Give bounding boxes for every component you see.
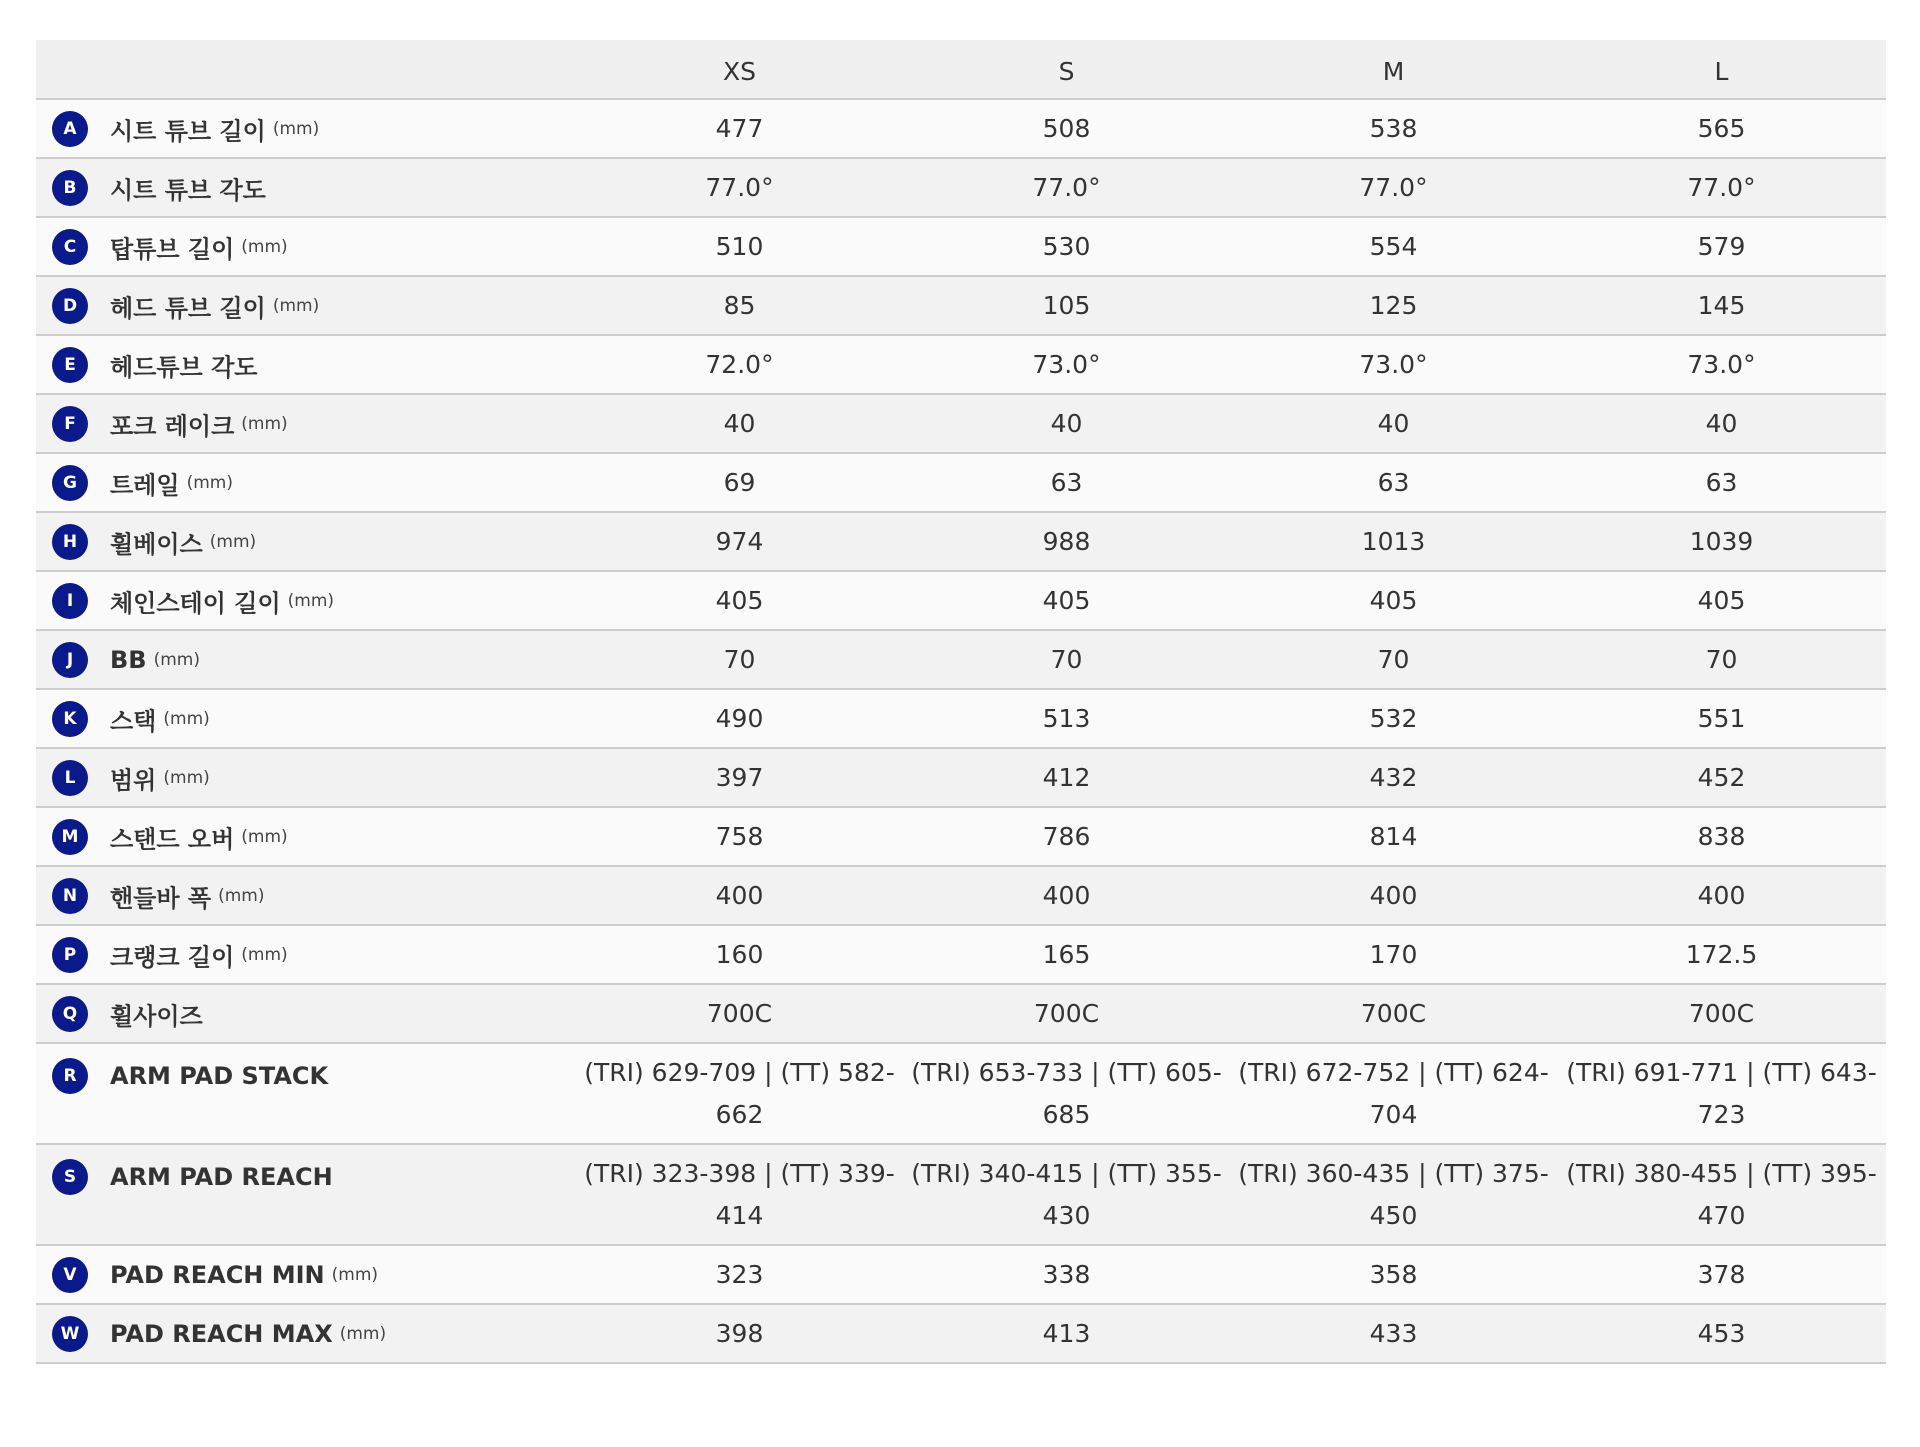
row-label: 트레일 [110,471,180,499]
row-letter-badge: K [52,701,88,737]
value-cell-m [1230,1043,1557,1144]
value-cell-m: 554 [1369,232,1418,261]
row-label-cell [36,807,576,866]
row-letter-badge: F [52,406,88,442]
row-label-cell [36,394,576,453]
row-label-cell [36,571,576,630]
header-size-s: S [1058,56,1075,86]
value-cell-l: 1039 [1689,527,1754,556]
row-label-cell [36,99,576,158]
table-row [36,217,1886,276]
value-cell-l: 400 [1697,881,1746,910]
header-label-column [36,40,576,99]
value-cell-m: 358 [1369,1260,1418,1289]
value-cell-xs: 400 [715,881,764,910]
row-label-cell [36,1144,576,1245]
row-letter-badge: G [52,465,88,501]
row-unit: (mm) [339,1323,387,1344]
value-line: 704 [1369,1100,1418,1129]
value-cell-m: 432 [1369,763,1418,792]
value-cell-s: 700C [1033,999,1100,1028]
row-letter-badge: P [52,937,88,973]
value-cell-m: 538 [1369,114,1418,143]
row-label-cell [36,984,576,1043]
value-cell-xs: 72.0° [705,350,774,379]
value-cell-m: 700C [1360,999,1427,1028]
value-cell-xs: 490 [715,704,764,733]
value-cell-m: 73.0° [1359,350,1428,379]
value-cell-l: 172.5 [1685,940,1758,969]
table-row [36,99,1886,158]
value-cell-xs: 323 [715,1260,764,1289]
row-label: 시트 튜브 각도 [110,176,266,204]
value-line: (TRI) 340-415 | (TT) 355- [911,1159,1222,1188]
table-row [36,335,1886,394]
row-unit: (mm) [153,649,200,670]
value-cell-s: 988 [1042,527,1091,556]
row-letter-badge: J [52,642,88,678]
row-letter-badge: N [52,878,88,914]
value-line: (TRI) 672-752 | (TT) 624- [1238,1058,1549,1087]
row-label: PAD REACH MIN [110,1260,325,1289]
row-label: ARM PAD STACK [110,1062,329,1090]
row-letter-badge: L [52,760,88,796]
row-label: 휠베이스 [110,530,203,558]
table-row [36,866,1886,925]
value-line: 430 [1042,1201,1091,1230]
row-label: 헤드 튜브 길이 [110,294,266,322]
value-cell-l: 700C [1688,999,1755,1028]
value-cell-xs [576,1043,903,1144]
value-cell-xs: 758 [715,822,764,851]
row-unit: (mm) [287,590,335,611]
table-body [36,99,1886,1363]
header-size-l: L [1714,56,1729,86]
row-label: 체인스테이 길이 [110,589,281,617]
table-row [36,158,1886,217]
row-label-cell [36,453,576,512]
value-cell-xs: 69 [723,468,756,497]
row-label: 스택 [110,707,157,735]
row-label: 포크 레이크 [110,412,235,440]
value-cell-l: 73.0° [1687,350,1756,379]
row-label: BB [110,645,147,674]
table-row [36,1245,1886,1304]
row-unit: (mm) [241,944,288,965]
row-label: 핸들바 폭 [110,884,212,912]
value-cell-l: 838 [1697,822,1746,851]
row-letter-badge: R [52,1058,88,1094]
value-cell-m: 63 [1377,468,1410,497]
value-cell-s: 77.0° [1032,173,1101,202]
row-unit: (mm) [272,118,320,139]
value-line: 414 [715,1201,764,1230]
row-label: 스탠드 오버 [110,825,235,853]
value-cell-m: 40 [1377,409,1410,438]
row-label-cell [36,748,576,807]
value-cell-xs: 160 [715,940,764,969]
row-unit: (mm) [163,708,210,729]
row-label: 범위 [110,766,157,794]
row-label-cell [36,217,576,276]
row-unit: (mm) [163,767,210,788]
row-label: 휠사이즈 [110,1002,203,1030]
row-label-cell [36,335,576,394]
value-cell-xs: 397 [715,763,764,792]
value-line: (TRI) 691-771 | (TT) 643- [1566,1058,1877,1087]
value-cell-s: 513 [1042,704,1091,733]
value-cell-m: 814 [1369,822,1418,851]
value-cell-l: 77.0° [1687,173,1756,202]
value-cell-s: 508 [1042,114,1091,143]
table-row [36,1043,1886,1144]
row-letter-badge: C [52,229,88,265]
value-line: 450 [1369,1201,1418,1230]
row-letter-badge: B [52,170,88,206]
row-unit: (mm) [241,413,288,434]
table-row [36,630,1886,689]
value-cell-m: 125 [1369,291,1418,320]
value-cell-l: 70 [1705,645,1738,674]
value-cell-xs: 510 [715,232,764,261]
table-row [36,1304,1886,1363]
value-cell-l: 63 [1705,468,1738,497]
value-line: (TRI) 323-398 | (TT) 339- [584,1159,895,1188]
row-unit: (mm) [241,236,288,257]
value-cell-s [903,1144,1230,1245]
value-cell-m: 70 [1377,645,1410,674]
value-cell-s: 165 [1042,940,1091,969]
value-line: 470 [1697,1201,1746,1230]
table-row [36,394,1886,453]
table-row [36,453,1886,512]
value-cell-s: 63 [1050,468,1083,497]
row-unit: (mm) [331,1264,379,1285]
row-label: 크랭크 길이 [110,943,235,971]
value-cell-xs: 398 [715,1319,764,1348]
value-cell-xs: 77.0° [705,173,774,202]
value-cell-s: 73.0° [1032,350,1101,379]
row-unit: (mm) [218,885,265,906]
table-row [36,276,1886,335]
value-cell-xs: 70 [723,645,756,674]
row-label: 헤드튜브 각도 [110,353,258,381]
row-label: ARM PAD REACH [110,1163,333,1191]
row-letter-badge: I [52,583,88,619]
row-letter-badge: V [52,1257,88,1293]
value-cell-xs: 40 [723,409,756,438]
row-label-cell [36,689,576,748]
value-cell-l [1557,1043,1886,1144]
value-cell-xs [576,1144,903,1245]
row-label-cell [36,276,576,335]
value-line: (TRI) 629-709 | (TT) 582- [584,1058,895,1087]
row-label-cell [36,925,576,984]
row-unit: (mm) [241,826,288,847]
row-letter-badge: H [52,524,88,560]
row-letter-badge: M [52,819,88,855]
value-cell-l [1557,1144,1886,1245]
value-cell-s: 530 [1042,232,1091,261]
value-cell-l: 452 [1697,763,1746,792]
header-size-xs: XS [723,56,756,86]
value-cell-xs: 974 [715,527,764,556]
value-line: 685 [1042,1100,1091,1129]
row-label-cell [36,1304,576,1363]
value-cell-m: 170 [1369,940,1418,969]
table-header-row [36,40,1886,99]
value-cell-s: 413 [1042,1319,1091,1348]
value-cell-m: 400 [1369,881,1418,910]
row-letter-badge: W [52,1316,88,1352]
value-cell-m [1230,1144,1557,1245]
table-row [36,689,1886,748]
value-cell-m: 1013 [1361,527,1426,556]
row-letter-badge: S [52,1159,88,1195]
value-cell-s: 40 [1050,409,1083,438]
table-row [36,571,1886,630]
value-cell-m: 405 [1369,586,1418,615]
value-cell-s: 105 [1042,291,1091,320]
table-row [36,748,1886,807]
row-letter-badge: A [52,111,88,147]
value-cell-l: 145 [1697,291,1746,320]
value-cell-s: 786 [1042,822,1091,851]
table-row [36,1144,1886,1245]
row-label-cell [36,158,576,217]
row-unit: (mm) [272,295,320,316]
value-cell-m: 532 [1369,704,1418,733]
row-letter-badge: E [52,347,88,383]
header-size-m: M [1382,56,1405,86]
value-cell-xs: 700C [706,999,773,1028]
value-cell-m: 433 [1369,1319,1418,1348]
row-unit: (mm) [209,531,257,552]
value-line: 662 [715,1100,764,1129]
value-cell-s: 400 [1042,881,1091,910]
row-label-cell [36,512,576,571]
value-cell-xs: 477 [715,114,764,143]
value-cell-m: 77.0° [1359,173,1428,202]
row-label-cell [36,1245,576,1304]
table-row [36,512,1886,571]
value-line: (TRI) 360-435 | (TT) 375- [1238,1159,1549,1188]
value-cell-l: 453 [1697,1319,1746,1348]
row-letter-badge: Q [52,996,88,1032]
value-cell-s: 338 [1042,1260,1091,1289]
row-label: 탑튜브 길이 [110,235,235,263]
value-line: (TRI) 380-455 | (TT) 395- [1566,1159,1877,1188]
geometry-table [36,40,1886,1364]
value-cell-s: 405 [1042,586,1091,615]
table-row [36,925,1886,984]
row-label-cell [36,630,576,689]
value-cell-l: 579 [1697,232,1746,261]
row-unit: (mm) [186,472,233,493]
row-letter-badge: D [52,288,88,324]
value-cell-l: 405 [1697,586,1746,615]
table-row [36,807,1886,866]
value-line: (TRI) 653-733 | (TT) 605- [911,1058,1222,1087]
value-line: 723 [1697,1100,1746,1129]
value-cell-s: 412 [1042,763,1091,792]
value-cell-s: 70 [1050,645,1083,674]
row-label: 시트 튜브 길이 [110,117,266,145]
row-label: PAD REACH MAX [110,1319,333,1348]
row-label-cell [36,1043,576,1144]
value-cell-l: 551 [1697,704,1746,733]
row-label-cell [36,866,576,925]
value-cell-l: 40 [1705,409,1738,438]
table-row [36,984,1886,1043]
value-cell-l: 565 [1697,114,1746,143]
value-cell-s [903,1043,1230,1144]
value-cell-xs: 405 [715,586,764,615]
value-cell-l: 378 [1697,1260,1746,1289]
value-cell-xs: 85 [723,291,756,320]
